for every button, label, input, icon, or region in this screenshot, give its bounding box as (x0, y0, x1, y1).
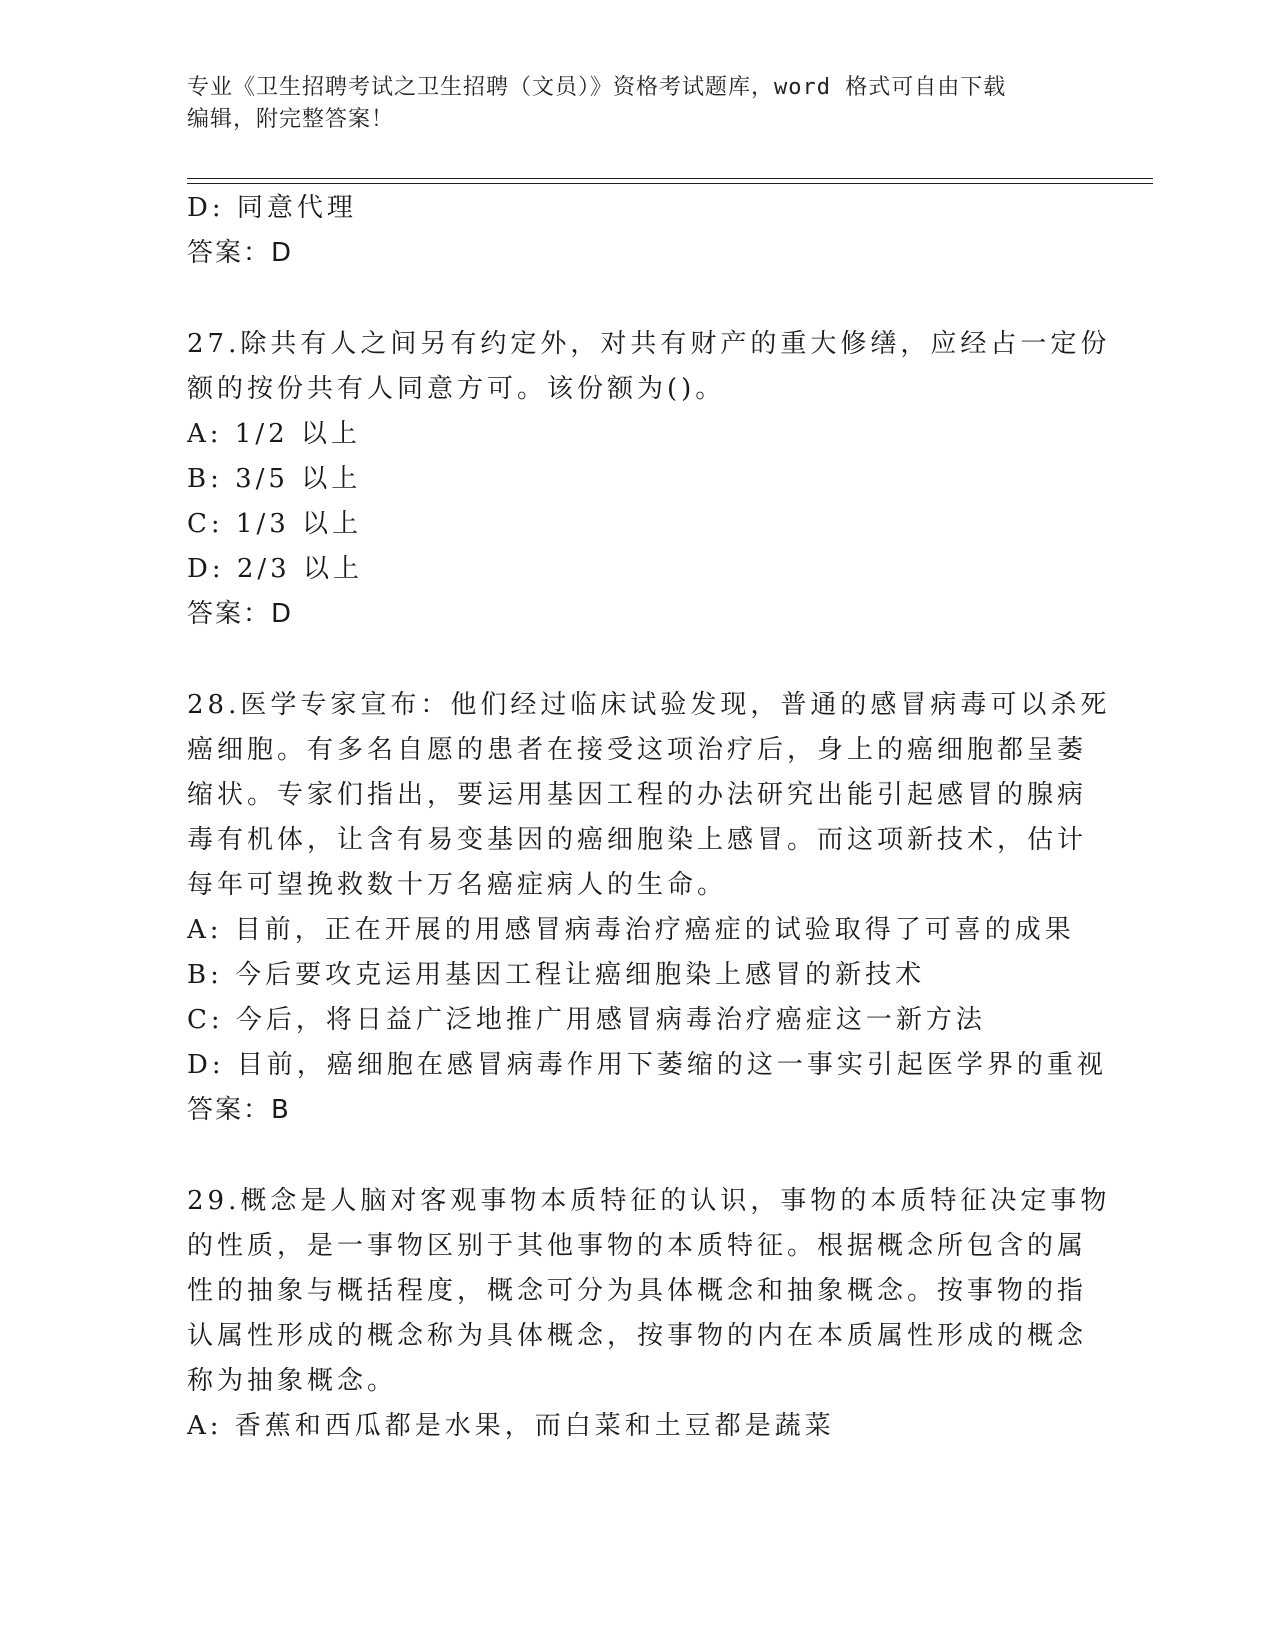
header-line-2: 编辑，附完整答案！ (187, 107, 395, 132)
question-text-line: 癌细胞。有多名自愿的患者在接受这项治疗后，身上的癌细胞都呈萎 (187, 735, 1088, 765)
option-c: C: 今后，将日益广泛地推广用感冒病毒治疗癌症这一新方法 (187, 1005, 986, 1035)
question-text-line: 每年可望挽救数十万名癌症病人的生命。 (187, 870, 728, 900)
option-d: D: 2/3 以上 (187, 554, 363, 584)
answer: 答案：B (187, 1095, 291, 1125)
question-28 (187, 683, 1111, 1133)
question-text-line: 性的抽象与概括程度，概念可分为具体概念和抽象概念。按事物的指 (187, 1276, 1088, 1306)
option-b: B: 3/5 以上 (187, 464, 362, 494)
option-a: A: 香蕉和西瓜都是水果，而白菜和土豆都是蔬菜 (187, 1411, 835, 1441)
question-text-line: 29.概念是人脑对客观事物本质特征的认识，事物的本质特征决定事物 (187, 1186, 1111, 1216)
question-29 (187, 1179, 1111, 1449)
question-text-line: 27.除共有人之间另有约定外，对共有财产的重大修缮，应经占一定份 (187, 329, 1111, 359)
answer: 答案：D (187, 238, 294, 268)
header-rule-bottom (187, 183, 1153, 184)
option-a: A: 1/2 以上 (187, 419, 361, 449)
document-body (187, 186, 1111, 1449)
header-line-1: 专业《卫生招聘考试之卫生招聘（文员）》资格考试题库，word 格式可自由下载 (187, 75, 1007, 100)
question-text-line: 额的按份共有人同意方可。该份额为()。 (187, 374, 726, 404)
question-text-line: 毒有机体，让含有易变基因的癌细胞染上感冒。而这项新技术，估计 (187, 825, 1088, 855)
question-text-line: 28.医学专家宣布：他们经过临床试验发现，普通的感冒病毒可以杀死 (187, 690, 1111, 720)
option-a: A: 目前，正在开展的用感冒病毒治疗癌症的试验取得了可喜的成果 (187, 915, 1075, 945)
option-d: D: 目前，癌细胞在感冒病毒作用下萎缩的这一事实引起医学界的重视 (187, 1050, 1107, 1080)
option-b: B: 今后要攻克运用基因工程让癌细胞染上感冒的新技术 (187, 960, 926, 990)
question-27 (187, 322, 1111, 637)
question-text-line: 称为抽象概念。 (187, 1366, 398, 1396)
option-c: C: 1/3 以上 (187, 509, 363, 539)
question-text-line: 的性质，是一事物区别于其他事物的本质特征。根据概念所包含的属 (187, 1231, 1088, 1261)
option-d: D: 同意代理 (187, 193, 357, 223)
question-text-line: 认属性形成的概念称为具体概念，按事物的内在本质属性形成的概念 (187, 1321, 1088, 1351)
answer: 答案：D (187, 599, 294, 629)
question-text-line: 缩状。专家们指出，要运用基因工程的办法研究出能引起感冒的腺病 (187, 780, 1088, 810)
previous-question-tail (187, 186, 1087, 276)
document-header (187, 72, 1087, 136)
header-rule-top (187, 178, 1153, 179)
